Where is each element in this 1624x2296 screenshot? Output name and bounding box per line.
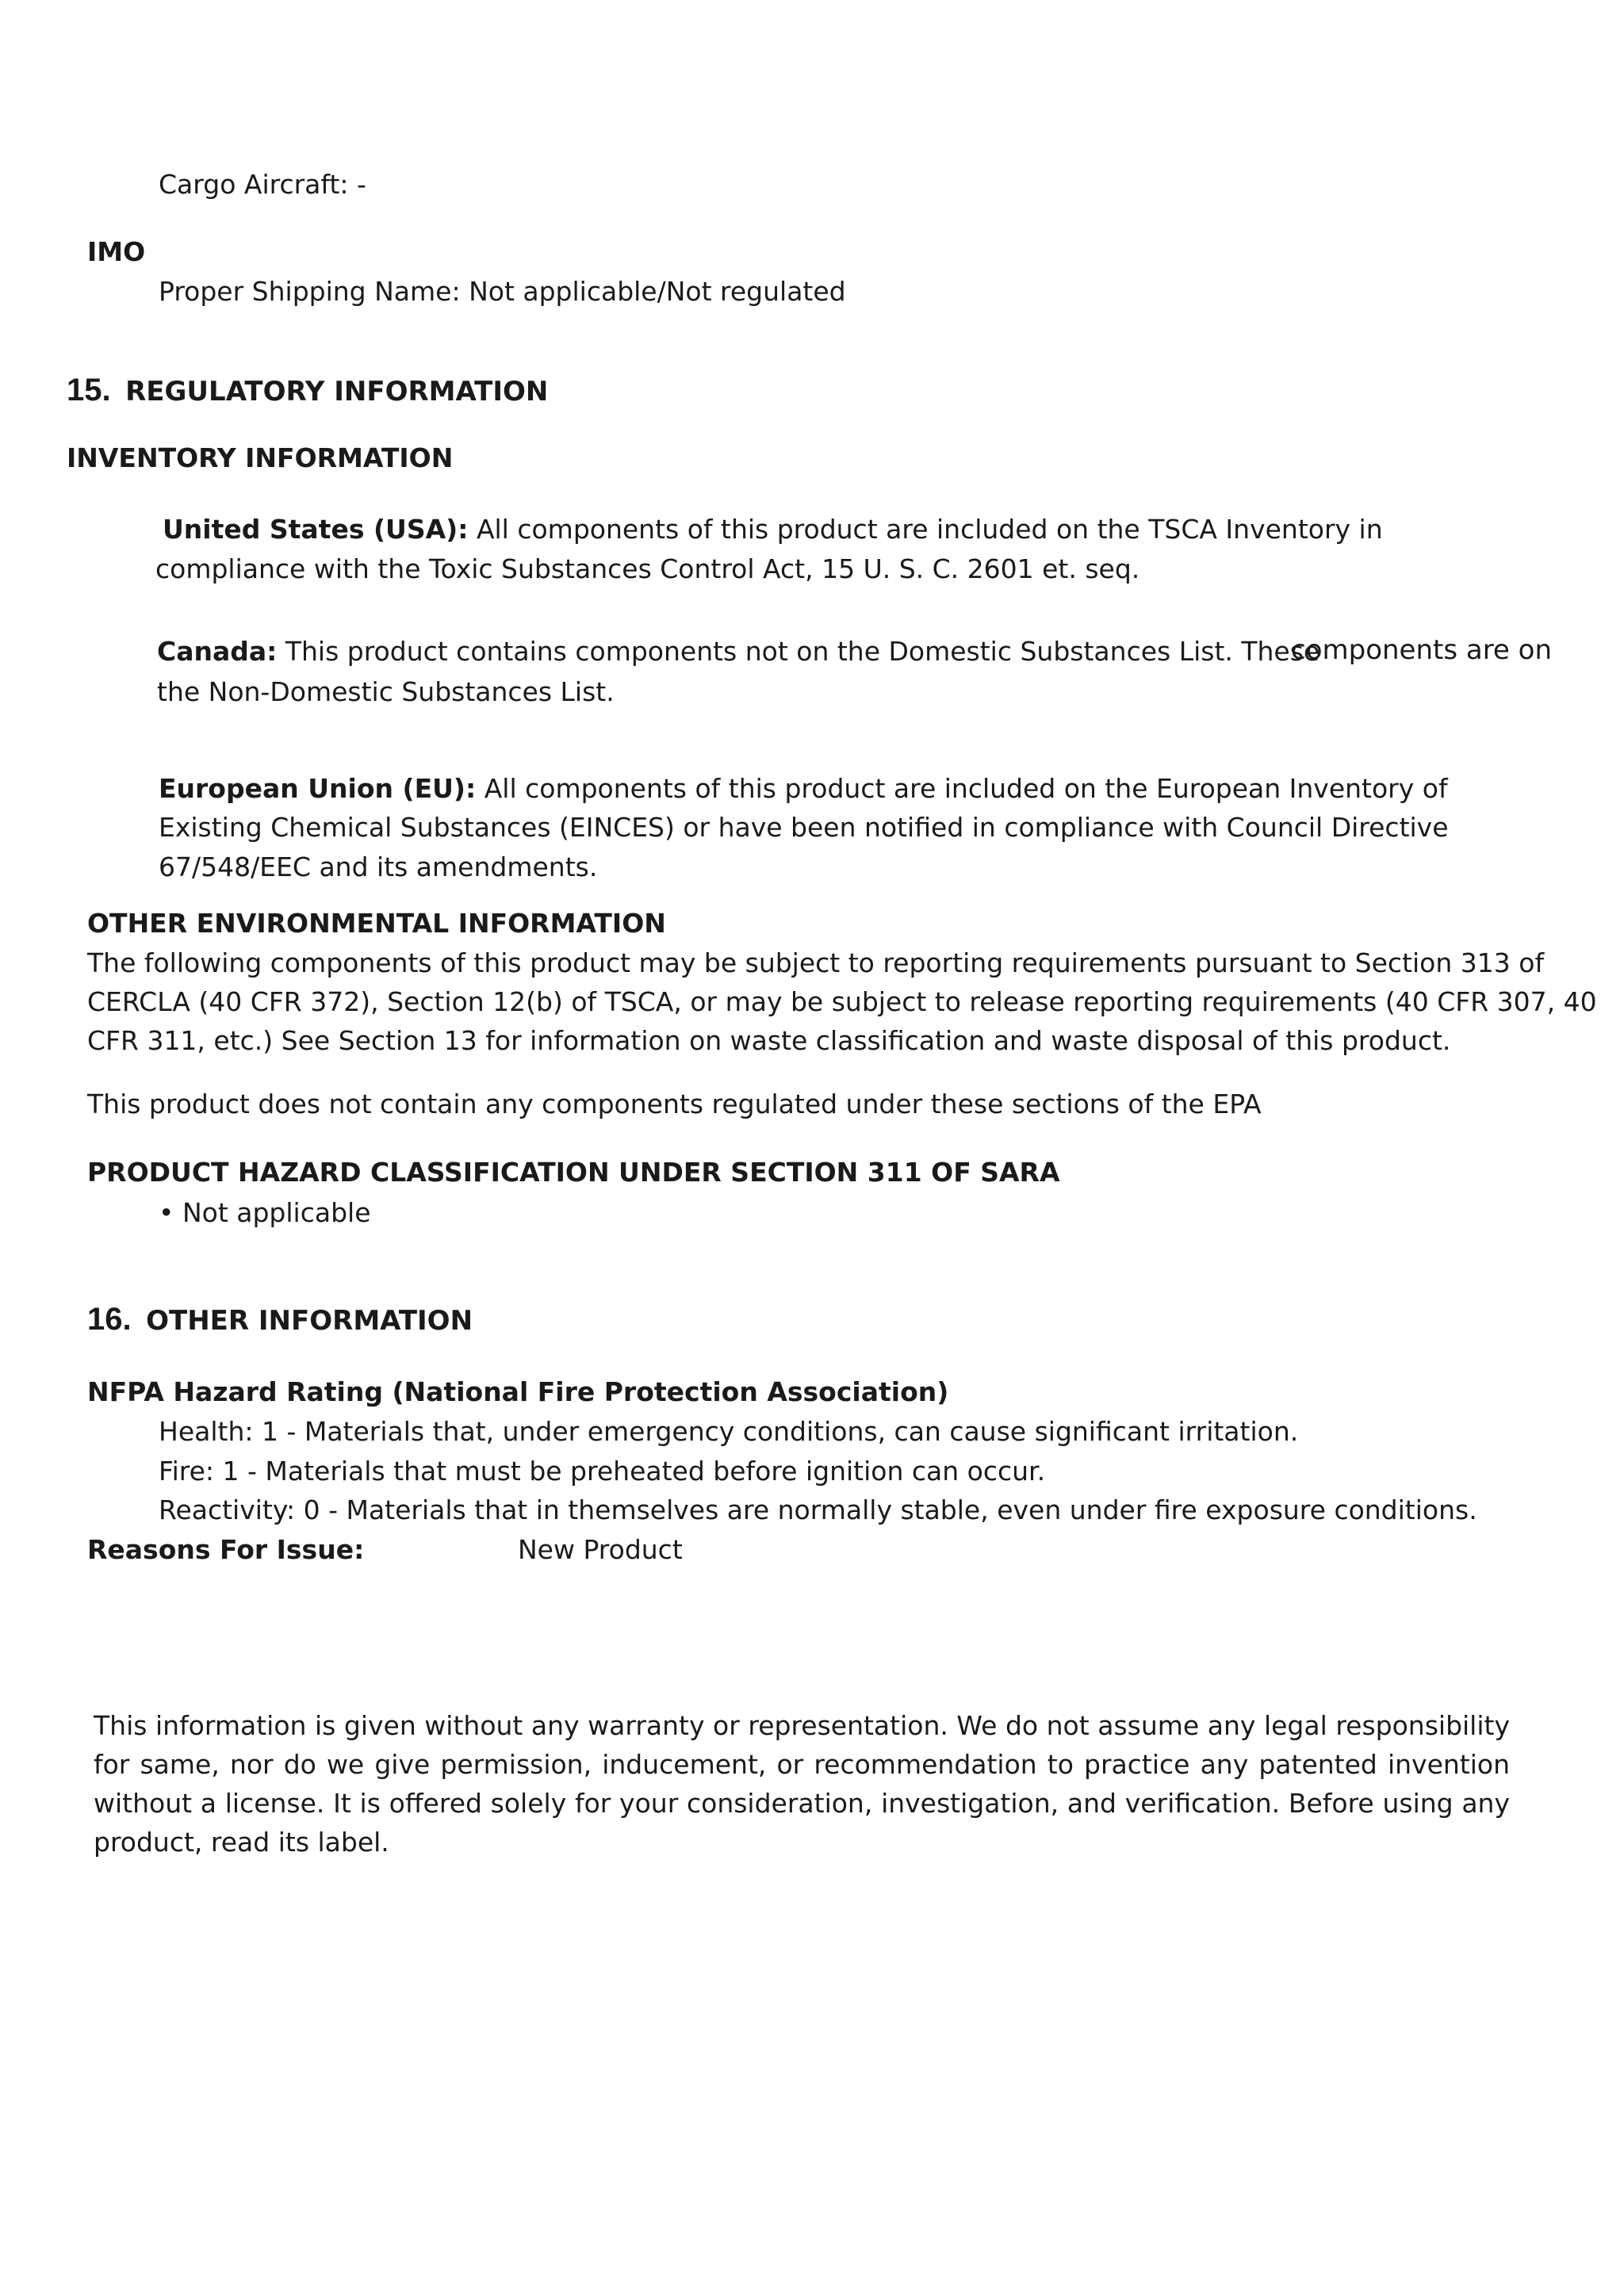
section-15-number: 15. xyxy=(67,373,111,408)
eu-label: European Union (EU): xyxy=(159,773,477,804)
cargo-aircraft-line: Cargo Aircraft: - xyxy=(159,169,366,200)
nfpa-heading: NFPA Hazard Rating (National Fire Protection Association) xyxy=(87,1376,949,1407)
other-env-line-1: The following components of this product may be subject to reporting requirements pursuant to Section 313 of xyxy=(87,947,1545,978)
canada-label: Canada: xyxy=(157,636,278,667)
eu-line-3: 67/548/EEC and its amendments. xyxy=(159,851,598,882)
eu-line-1 xyxy=(159,773,1448,805)
nfpa-health: Health: 1 - Materials that, under emergency conditions, can cause significant irritation. xyxy=(159,1416,1299,1447)
reasons-value: New Product xyxy=(518,1534,683,1565)
inventory-heading: INVENTORY INFORMATION xyxy=(67,442,454,473)
section-15-title: REGULATORY INFORMATION xyxy=(125,376,549,408)
canada-line-1 xyxy=(157,636,1320,668)
usa-line-2: compliance with the Toxic Substances Control Act, 15 U. S. C. 2601 et. seq. xyxy=(155,553,1140,584)
disclaimer-paragraph: This information is given without any warranty or representation. We do not assume any legal responsibility for same, nor do we give permission, inducement, or recommendation to practice any patented invention without a license. It is offered solely for your consideration, investigation, and verification. Before using any product, read its label. xyxy=(94,1710,1510,1858)
usa-line-1 xyxy=(163,514,1383,545)
section-16-heading xyxy=(87,1303,473,1337)
nfpa-fire: Fire: 1 - Materials that must be preheated before ignition can occur. xyxy=(159,1456,1046,1487)
other-env-line-3: CFR 311, etc.) See Section 13 for information on waste classification and waste disposal of this product. xyxy=(87,1025,1451,1056)
epa-line: This product does not contain any components regulated under these sections of the EPA xyxy=(87,1089,1262,1119)
usa-text-1: All components of this product are included on the TSCA Inventory in xyxy=(476,514,1383,545)
imo-heading: IMO xyxy=(87,236,146,267)
section-16-number: 16. xyxy=(87,1302,132,1337)
section-15-heading xyxy=(67,374,548,408)
reasons-label: Reasons For Issue: xyxy=(87,1534,365,1565)
nfpa-reactivity: Reactivity: 0 - Materials that in themselves are normally stable, even under fire exposure conditions. xyxy=(159,1494,1477,1525)
canada-line-2: the Non-Domestic Substances List. xyxy=(157,676,615,707)
other-env-line-2: CERCLA (40 CFR 372), Section 12(b) of TSCA, or may be subject to release reporting requirements (40 CFR 307, 40 xyxy=(87,986,1597,1017)
imo-shipping-name: Proper Shipping Name: Not applicable/Not regulated xyxy=(159,276,846,307)
sara-heading: PRODUCT HAZARD CLASSIFICATION UNDER SECTION 311 OF SARA xyxy=(87,1157,1060,1188)
canada-text-1b: components are on xyxy=(1291,634,1553,666)
other-environmental-heading: OTHER ENVIRONMENTAL INFORMATION xyxy=(87,908,666,939)
sara-item: • Not applicable xyxy=(159,1197,371,1228)
usa-label: United States (USA): xyxy=(163,514,469,545)
canada-text-1: This product contains components not on the Domestic Substances List. These xyxy=(285,636,1320,667)
eu-text-1: All components of this product are included on the European Inventory of xyxy=(484,773,1448,804)
section-16-title: OTHER INFORMATION xyxy=(146,1305,473,1337)
eu-line-2: Existing Chemical Substances (EINCES) or have been notified in compliance with Council Directive xyxy=(159,812,1449,843)
